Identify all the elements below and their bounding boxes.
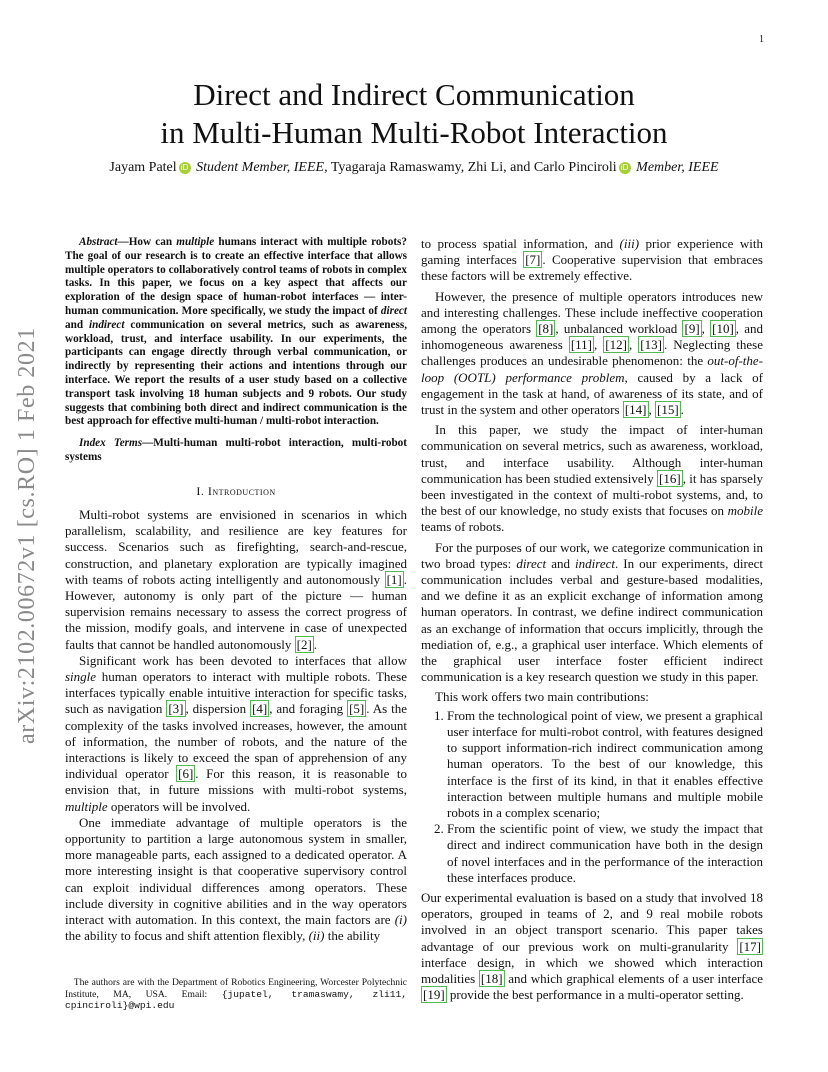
author-1: Jayam Patel [109, 160, 177, 175]
citation-link[interactable]: [4] [252, 701, 268, 717]
text: Multi-robot systems are envisioned in scenarios in which parallelism, scalability, and resilience are key features for success. Scenarios such as firefighting, search-and-rescue, construction, and planetary exploration are typically imagined with teams of robots acting intelligently and autonomously [65, 506, 407, 587]
paragraph [421, 422, 763, 535]
abstract-text: and [65, 318, 89, 331]
page-number: 1 [759, 34, 764, 45]
text: provide the best performance in a multi-operator setting. [446, 987, 744, 1003]
arxiv-identifier[interactable]: arXiv:2102.00672v1 [cs.RO] 1 Feb 2021 [14, 327, 40, 744]
citation-link[interactable]: [1] [386, 571, 402, 587]
other-authors: , Tyagaraja Ramaswamy, Zhi Li, and Carlo Pinciroli [324, 160, 617, 175]
text: human operators to interact with multiple robots. These interfaces typically enable intuitive interaction for specific tasks, such as navigation [65, 668, 407, 717]
author-list [60, 160, 768, 176]
left-column [65, 236, 407, 944]
citation-link[interactable]: [5] [349, 701, 365, 717]
citation-link[interactable]: [6] [178, 766, 194, 782]
emph: multiple [65, 798, 108, 814]
abstract-emph: indirect [89, 318, 125, 331]
text: . Cooperative supervision that embraces these factors will be extremely effective. [421, 252, 763, 284]
abstract-label: Abstract [79, 236, 118, 248]
text: the ability to focus and shift attention flexibly, [65, 928, 309, 944]
emph: (i) [394, 912, 407, 928]
text: . [680, 402, 684, 418]
text: . Neglecting these challenges produces an undesirable phenomenon: the [421, 337, 764, 369]
footnote [65, 977, 407, 1012]
title-line-2: in Multi-Human Multi-Robot Interaction [160, 115, 668, 150]
citation-link[interactable]: [13] [640, 337, 662, 353]
citation-link[interactable]: [12] [605, 337, 627, 353]
text: prior experience with gaming interfaces [421, 236, 763, 268]
paragraph [421, 289, 763, 419]
text: the ability [324, 928, 381, 944]
text: . For this reason, it is reasonable to envision that, in future missions with multi-robot systems, [65, 766, 407, 798]
text: , dispersion [185, 701, 251, 717]
abstract [65, 236, 407, 429]
citation-link[interactable]: [7] [525, 252, 541, 268]
text: , and foraging [269, 701, 348, 717]
paragraph [421, 689, 763, 705]
citation-link[interactable]: [10] [712, 321, 734, 337]
author-1-role: Student Member, IEEE [196, 160, 325, 175]
paragraph [65, 507, 407, 653]
text: and [546, 555, 576, 571]
emph: mobile [727, 503, 763, 519]
emph: single [65, 668, 97, 684]
orcid-icon[interactable]: iD [619, 162, 631, 174]
citation-link[interactable]: [9] [684, 321, 700, 337]
text: teams of robots. [421, 519, 505, 535]
paragraph [421, 236, 763, 285]
citation-link[interactable]: [3] [168, 701, 184, 717]
emph: out-of-the-loop (OOTL) performance problem [421, 353, 763, 385]
citation-link[interactable]: [11] [570, 337, 592, 353]
text: and which graphical elements of a user interface [504, 970, 763, 986]
index-terms-text: —Multi-human multi-robot interaction, multi-robot systems [65, 437, 407, 463]
abstract-emph: direct [380, 304, 407, 317]
text: However, the presence of multiple operators introduces new and interesting challenges. These include ineffective cooperation among the operators [421, 288, 763, 337]
text: , [648, 402, 655, 418]
citation-link[interactable]: [14] [624, 402, 647, 418]
citation-link[interactable]: [18] [480, 970, 503, 986]
section-heading [65, 483, 407, 499]
index-terms [65, 437, 407, 465]
emph: (ii) [308, 928, 325, 944]
paper-title [60, 76, 768, 152]
text: , [594, 337, 604, 353]
text: . As the complexity of the tasks involved increases, however, the amount of information, the number of robots, and the nature of the interactions is likely to exceed the span of apprehension of any individual operator [65, 701, 407, 782]
text: . However, autonomy is only part of the picture — human supervision remains necessary to assess the correct progress of the mission, modify goals, and intervene in case of unexpected faults that cannot be handled autonomously [65, 571, 407, 652]
text: For the purposes of our work, we categorize communication in two broad types: [421, 539, 763, 571]
abstract-text: —How can [117, 236, 177, 248]
text: , caused by a lack of engagement in the task at hand, of awareness of its state, and of trust in the system and other operators [421, 369, 764, 418]
text: , unbalanced workload [555, 321, 683, 337]
text: In this paper, we study the impact of inter-human communication on several metrics, such as awareness, workload, trust, and interface usability. Although inter-human communication has been studied extensively [421, 422, 763, 486]
text: . In our experiments, direct communication includes verbal and gesture-based modalities, and we define it as an explicit exchange of information among human operators. In contrast, we define indirect communication as an exchange of information that occurs implicitly, through the mediation of, e.g., a graphical user interface. Which elements of the graphical user interface foster efficient indirect communication is a key research question we study in this paper. [421, 555, 763, 685]
citation-link[interactable]: [15] [657, 402, 679, 418]
emph: indirect [575, 555, 615, 571]
author-emails[interactable]: {jupatel, tramaswamy, zli11, cpinciroli}@wpi.edu [65, 988, 407, 1011]
paragraph [65, 653, 407, 815]
paragraph [421, 540, 763, 686]
text: . [313, 636, 318, 652]
abstract-text: humans interact with multiple robots? The goal of our research is to create an effective interface that allows multiple operators to collaboratively control teams of robots in complex tasks. In this paper, we focus on a key aspect that affects our exploration of the design space of human-robot interfaces — inter-human communication. More specifically, we study the impact of [65, 236, 408, 317]
emph: direct [516, 555, 547, 571]
footnote-text: The authors are with the Department of Robotics Engineering, Worcester Polytechnic Institute, MA, USA. Email: [65, 977, 407, 1000]
text: From the technological point of view, we present a graphical user interface for multi-robot control, with features designed to support information-rich indirect communication among human operators. To the best of our knowledge, this interface is the first of its kind, in that it enables effective interaction between multiple humans and multiple mobile robots in a complex scenario; [447, 707, 763, 820]
text: From the scientific point of view, we study the impact that direct and indirect communication have both in the design of novel interfaces and in the performance of the interaction these interfaces produce. [447, 821, 763, 885]
text: Significant work has been devoted to interfaces that allow [79, 652, 407, 668]
text: , and inhomogeneous awareness [421, 321, 763, 353]
text: , it has sparsely been investigated in the context of multi-robot systems, and, to the best of our knowledge, no study exists that focuses on [421, 470, 763, 519]
paragraph [421, 890, 763, 1003]
list-item [447, 821, 763, 886]
paragraph [65, 815, 407, 945]
orcid-icon[interactable]: iD [179, 162, 191, 174]
contributions-list [421, 708, 763, 886]
list-item [447, 708, 763, 821]
text: interface design, in which we showed which interaction modalities [421, 954, 763, 986]
citation-link[interactable]: [19] [423, 987, 445, 1003]
author-4-role: Member, IEEE [636, 160, 719, 175]
text: , [628, 337, 639, 353]
citation-link[interactable]: [8] [538, 321, 554, 337]
text: operators will be involved. [107, 798, 251, 814]
citation-link[interactable]: [2] [296, 636, 312, 652]
text: , [701, 321, 711, 337]
title-line-1: Direct and Indirect Communication [193, 77, 635, 112]
right-column [421, 236, 763, 1003]
citation-link[interactable]: [17] [739, 938, 761, 954]
citation-link[interactable]: [16] [659, 470, 681, 486]
index-terms-label: Index Terms [79, 437, 143, 450]
emph: (iii) [619, 236, 640, 251]
abstract-text: communication on several metrics, such as awareness, workload, trust, and interface usability. In our experiments, the participants can engage directly through verbal communication, or indirectly by representing their actions and intentions through our interface. We report the results of a user study based on a collective transport task involving 18 human subjects and 9 robots. Our study suggests that combining both direct and indirect communication is the best approach for effective multi-human / multi-robot interaction. [65, 318, 408, 428]
text: One immediate advantage of multiple operators is the opportunity to partition a large autonomous system in smaller, more manageable parts, each assigned to a dedicated operator. A more interesting insight is that cooperative supervisory control can exploit individual differences among operators. These include diversity in cognitive abilities and in the way operators interact with automation. In this context, the main factors are [65, 814, 407, 928]
text: This work offers two main contributions: [435, 689, 649, 705]
text: Our experimental evaluation is based on a study that involved 18 operators, grouped in teams of 2, and 9 real mobile robots involved in an object transport scenario. This paper takes advantage of our previous work on multi-granularity [421, 889, 763, 954]
text: to process spatial information, and [421, 236, 620, 251]
section-title: Introduction [207, 483, 276, 498]
abstract-emph: multiple [176, 236, 215, 248]
section-number: I. [196, 483, 208, 498]
